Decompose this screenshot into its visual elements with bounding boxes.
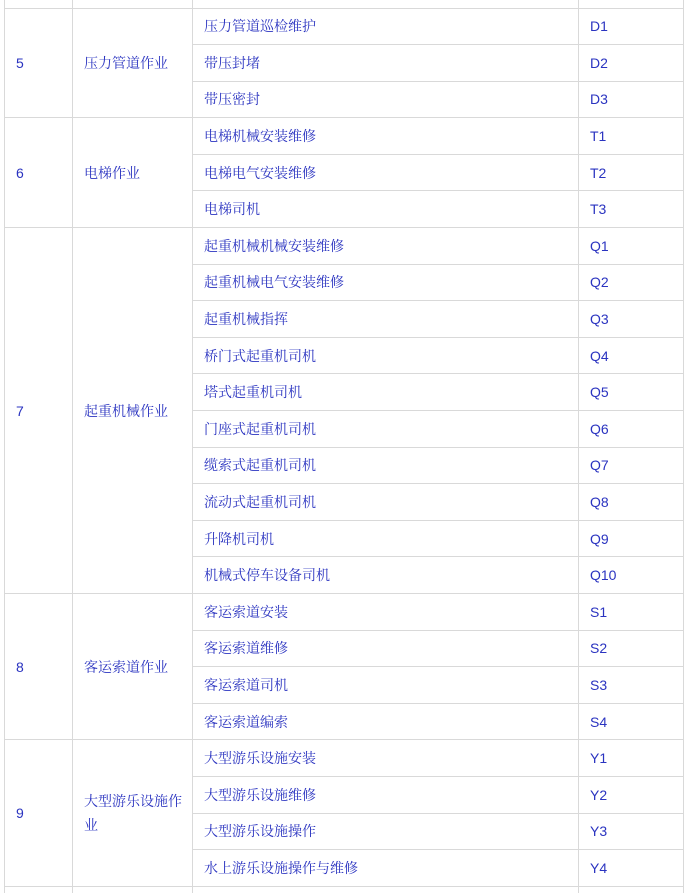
item-name-cell: 大型游乐设施安装	[193, 740, 579, 777]
item-name-cell: 起重机械指挥	[193, 301, 579, 338]
item-code-cell: T1	[579, 118, 684, 155]
table-body	[5, 0, 684, 893]
item-name-cell: 客运索道安装	[193, 594, 579, 631]
item-code-cell: Q9	[579, 520, 684, 557]
item-code-cell: Q10	[579, 557, 684, 594]
partial-cropped-row	[5, 886, 684, 893]
serial-cell: 8	[5, 594, 73, 740]
item-code-cell: Q4	[579, 337, 684, 374]
category-cell	[73, 886, 193, 893]
item-code-cell: S1	[579, 594, 684, 631]
item-name-cell	[193, 0, 579, 8]
item-code-cell	[579, 886, 684, 893]
serial-cell: 5	[5, 8, 73, 118]
table-row	[5, 8, 684, 45]
item-code-cell: Y2	[579, 776, 684, 813]
item-code-cell: Y1	[579, 740, 684, 777]
category-cell: 大型游乐设施作业	[73, 740, 193, 886]
item-name-cell: 塔式起重机司机	[193, 374, 579, 411]
item-code-cell: Y4	[579, 850, 684, 887]
item-name-cell: 桥门式起重机司机	[193, 337, 579, 374]
item-code-cell: T3	[579, 191, 684, 228]
category-cell	[73, 0, 193, 8]
item-name-cell: 机械式停车设备司机	[193, 557, 579, 594]
serial-cell: 7	[5, 228, 73, 594]
item-name-cell	[193, 886, 579, 893]
item-name-cell: 客运索道司机	[193, 667, 579, 704]
item-name-cell: 起重机械机械安装维修	[193, 228, 579, 265]
item-name-cell: 缆索式起重机司机	[193, 447, 579, 484]
category-cell: 起重机械作业	[73, 228, 193, 594]
item-code-cell: Q3	[579, 301, 684, 338]
item-code-cell: Q6	[579, 411, 684, 448]
serial-cell: 6	[5, 118, 73, 228]
partial-cropped-row	[5, 0, 684, 8]
serial-cell	[5, 886, 73, 893]
special-operations-table	[4, 0, 684, 893]
item-code-cell: Q8	[579, 484, 684, 521]
serial-cell	[5, 0, 73, 8]
serial-cell: 9	[5, 740, 73, 886]
table-row	[5, 118, 684, 155]
item-code-cell	[579, 0, 684, 8]
item-name-cell: 起重机械电气安装维修	[193, 264, 579, 301]
item-name-cell: 流动式起重机司机	[193, 484, 579, 521]
item-name-cell: 大型游乐设施操作	[193, 813, 579, 850]
item-name-cell: 客运索道编索	[193, 703, 579, 740]
table-row	[5, 740, 684, 777]
item-code-cell: S3	[579, 667, 684, 704]
item-name-cell: 带压封堵	[193, 45, 579, 82]
item-name-cell: 电梯司机	[193, 191, 579, 228]
item-code-cell: Q2	[579, 264, 684, 301]
item-name-cell: 电梯机械安装维修	[193, 118, 579, 155]
item-code-cell: S4	[579, 703, 684, 740]
item-name-cell: 压力管道巡检维护	[193, 8, 579, 45]
item-code-cell: D1	[579, 8, 684, 45]
item-name-cell: 带压密封	[193, 81, 579, 118]
item-name-cell: 大型游乐设施维修	[193, 776, 579, 813]
category-cell: 客运索道作业	[73, 594, 193, 740]
item-code-cell: Q1	[579, 228, 684, 265]
item-code-cell: S2	[579, 630, 684, 667]
item-name-cell: 水上游乐设施操作与维修	[193, 850, 579, 887]
item-code-cell: Q7	[579, 447, 684, 484]
item-code-cell: D2	[579, 45, 684, 82]
item-code-cell: Q5	[579, 374, 684, 411]
category-cell: 压力管道作业	[73, 8, 193, 118]
item-code-cell: D3	[579, 81, 684, 118]
item-name-cell: 电梯电气安装维修	[193, 154, 579, 191]
item-code-cell: Y3	[579, 813, 684, 850]
table-row	[5, 594, 684, 631]
item-name-cell: 门座式起重机司机	[193, 411, 579, 448]
category-cell: 电梯作业	[73, 118, 193, 228]
table-row	[5, 228, 684, 265]
item-code-cell: T2	[579, 154, 684, 191]
item-name-cell: 客运索道维修	[193, 630, 579, 667]
item-name-cell: 升降机司机	[193, 520, 579, 557]
